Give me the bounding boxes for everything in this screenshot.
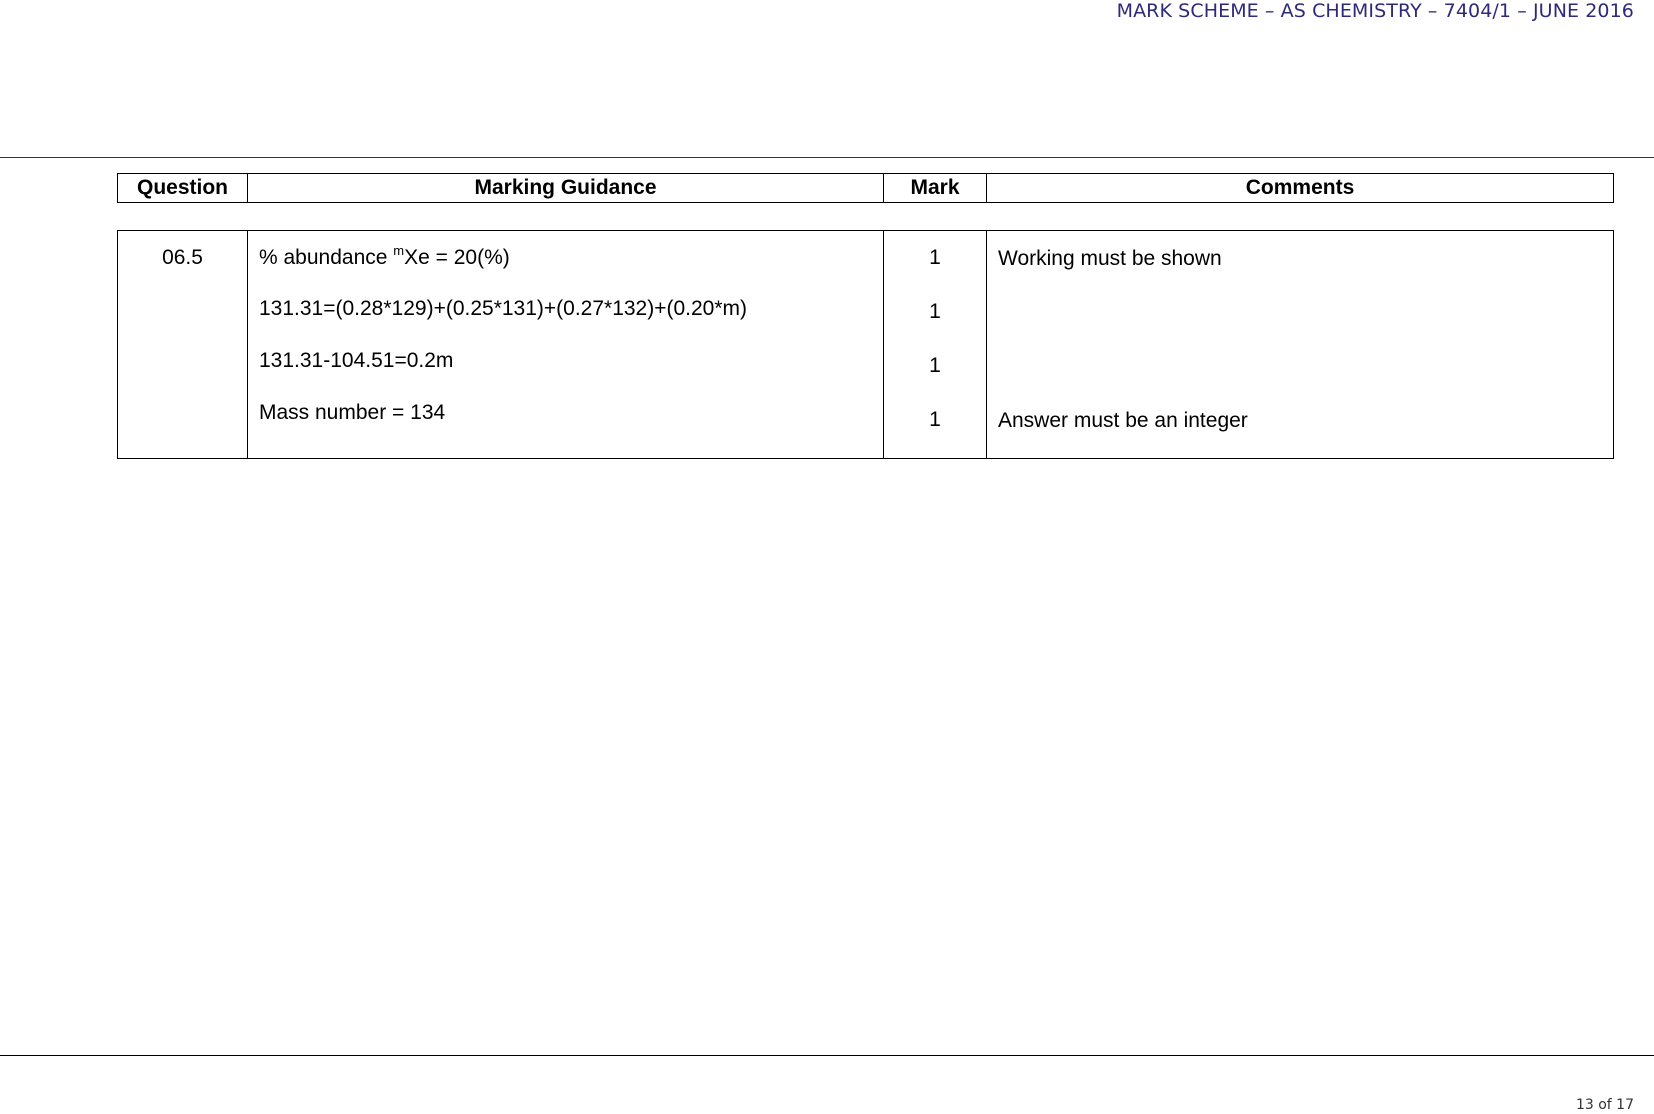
comment-integer-answer: Answer must be an integer <box>998 409 1248 432</box>
column-header-row <box>118 174 1614 203</box>
comment-working-shown: Working must be shown <box>998 247 1222 270</box>
guidance-line-rearranged: 131.31-104.51=0.2m <box>259 349 454 372</box>
mark-scheme-table <box>117 230 1614 459</box>
table-row <box>118 231 1614 459</box>
footer-divider <box>0 1055 1654 1056</box>
running-header-title: MARK SCHEME – AS CHEMISTRY – 7404/1 – JUNE 2016 <box>1116 0 1634 22</box>
column-header-guidance: Marking Guidance <box>248 174 884 203</box>
guidance-line-abundance-suffix: Xe = 20(%) <box>404 246 510 269</box>
comments-cell <box>987 231 1614 459</box>
column-header-mark: Mark <box>884 174 987 203</box>
guidance-line-abundance <box>259 245 510 271</box>
guidance-line-abundance-prefix: % abundance <box>259 246 394 269</box>
marking-guidance-cell <box>248 231 884 459</box>
column-header-comments: Comments <box>987 174 1614 203</box>
guidance-line-mass-number: Mass number = 134 <box>259 401 446 424</box>
mark-value: 1 <box>929 246 941 269</box>
mark-cell <box>884 231 987 459</box>
guidance-line-abundance-superscript: m <box>393 243 405 258</box>
column-header-table <box>117 173 1614 203</box>
page-number: 13 of 17 <box>1575 1097 1634 1113</box>
header-divider <box>0 157 1654 158</box>
column-header-question: Question <box>118 174 248 203</box>
mark-value: 1 <box>929 354 941 377</box>
mark-value: 1 <box>929 300 941 323</box>
question-number: 06.5 <box>118 231 248 459</box>
mark-value: 1 <box>929 408 941 431</box>
guidance-line-equation: 131.31=(0.28*129)+(0.25*131)+(0.27*132)+(0.20*m) <box>259 297 748 320</box>
